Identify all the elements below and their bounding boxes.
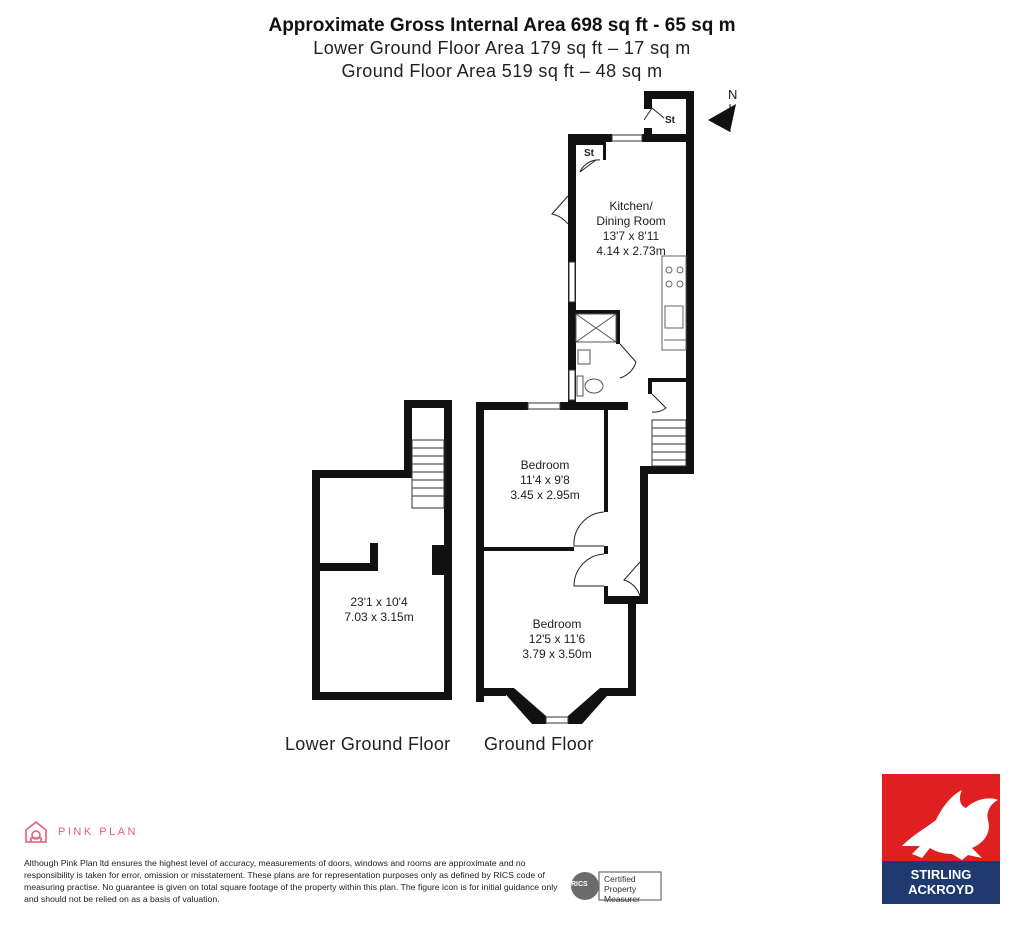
lower-stairs [412,440,444,508]
room-metric: 7.03 x 3.15m [344,610,414,624]
floor-label-ground: Ground Floor [484,734,594,754]
ground-floor-area: Ground Floor Area 519 sq ft – 48 sq m [341,61,663,81]
floor-label-lower-ground: Lower Ground Floor [285,734,451,754]
room-metric: 3.79 x 3.50m [522,647,592,661]
room-imperial: 13'7 x 8'11 [602,229,660,243]
store-label-kitchen: St [584,148,594,159]
lower-ground-walls [312,400,452,700]
room-kitchen-dining [588,199,674,259]
rics-certified-text [604,874,640,904]
rics-line: Measurer [604,894,640,904]
stirling-ackroyd-wordmark [882,861,1000,904]
gross-area-title: Approximate Gross Internal Area 698 sq ft - 65 sq m [268,15,736,36]
room-imperial: 23'1 x 10'4 [350,595,408,609]
rics-line: Certified [604,874,636,884]
rics-badge-label: RICS [571,881,588,888]
store-label-top: St [665,115,675,126]
room-name: Bedroom [520,458,570,472]
room-bedroom-2 [512,617,602,662]
agent-name-line: STIRLING [910,867,972,882]
room-imperial: 11'4 x 9'8 [520,473,570,487]
lower-ground-area: Lower Ground Floor Area 179 sq ft – 17 sq m [313,38,691,58]
rics-line: Property [604,884,637,894]
room-imperial: 12'5 x 11'6 [528,632,586,646]
room-metric: 3.45 x 2.95m [510,488,580,502]
room-name: Bedroom [532,617,582,631]
room-name: Kitchen/ [609,199,653,213]
kitchen-fittings [662,256,686,350]
agent-name-line: ACKROYD [908,882,974,897]
compass-arrow-icon [708,104,736,132]
compass-label: N [728,87,738,102]
pink-plan-logo-icon [26,822,46,842]
room-lower-ground [334,595,424,625]
bathroom-fittings [576,314,616,396]
pink-plan-wordmark: PINK PLAN [58,826,138,838]
disclaimer-text: Although Pink Plan ltd ensures the highest level of accuracy, measurements of doors, windows and rooms are approximate and no responsibility is taken for error, omission or misstatement. These plans are for representation purposes only as defined by RICS code of measuring practise. No guarantee is given on total square footage of the property within this plan. The figure icon is for initial guidance only and should not be relied on as a basis of valuation. [24,858,558,904]
ground-stairs [652,420,686,466]
room-bedroom-1 [500,458,590,503]
room-name: Dining Room [596,214,666,228]
room-metric: 4.14 x 2.73m [596,244,666,258]
